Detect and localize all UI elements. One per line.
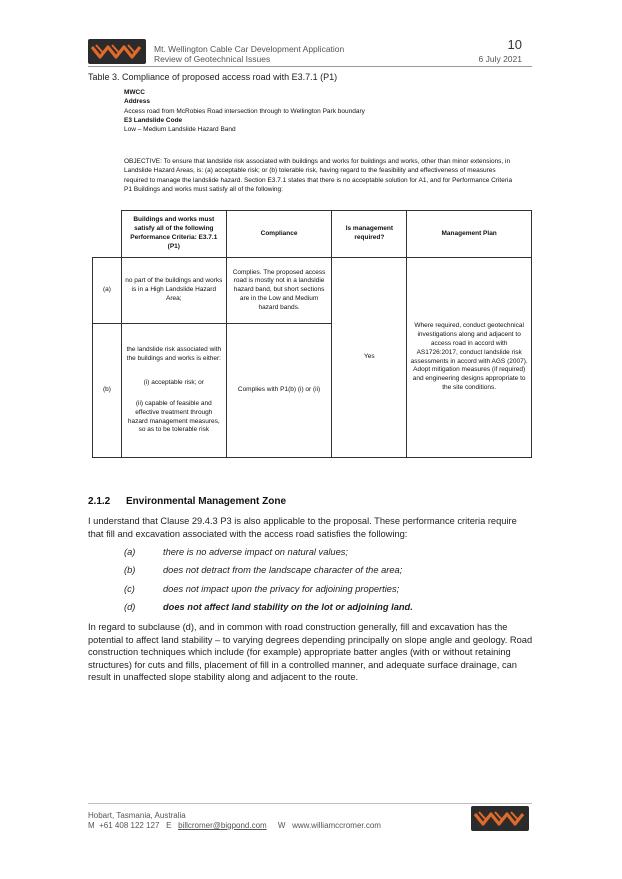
list-item-c-label: (c) — [124, 584, 135, 594]
footer-logo-mark — [471, 806, 529, 831]
row-b-criteria — [121, 324, 226, 458]
section-title: Environmental Management Zone — [126, 496, 287, 507]
section-number: 2.1.2 — [88, 496, 111, 507]
row-b-criteria-2: (i) acceptable risk; or — [143, 379, 204, 387]
list-item-d-label: (d) — [124, 602, 136, 612]
company-logo-mark — [88, 39, 146, 64]
objective-text: OBJECTIVE: To ensure that landslide risk associated with buildings and works for buildings and works, other than minor extensions, in Landslide Hazard Areas, is: (a) acceptable risk; or (b) tolerable risk, having regard to the feasibility and effectiveness of measures required to manage the landslide hazard. Section E3.7.1 states that there is no acceptable solution for A1, and for Performance Criteria P1 Buildings and works must satisfy all of the following: — [124, 158, 513, 193]
table-header-row — [93, 211, 532, 258]
info-org: MWCC — [124, 89, 145, 96]
footer-w-label: W — [277, 821, 286, 830]
section-paragraph: In regard to subclause (d), and in common with road construction generally, fill and excavation has the potential to affect land stability – to varying degrees depending principally on slope angle and geology. Road construction techniques which include (for example) appropriate batter angles (with or without retaining structures) for cuts and fills, placement of fill in a controlled manner, and adequate surface drainage, can result in unaffected slope stability along and adjacent to the route. — [88, 622, 533, 683]
footer-rule — [88, 803, 532, 804]
footer-logo — [471, 806, 529, 831]
header-compliance: Compliance — [226, 211, 332, 258]
footer-m-label: M — [88, 821, 95, 830]
info-block — [124, 88, 524, 134]
row-b-criteria-1: the landslide risk associated with the buildings and works is either: — [126, 345, 222, 362]
footer-web-link[interactable]: www.williamccromer.com — [292, 821, 381, 830]
list-item-d-text: does not affect land stability on the lot or adjoining land. — [163, 602, 413, 612]
header-subtitle: Review of Geotechnical Issues — [154, 54, 271, 64]
list-item-a-label: (a) — [124, 547, 136, 557]
header-title: Mt. Wellington Cable Car Development Application — [154, 44, 345, 54]
list-item-b-label: (b) — [124, 565, 136, 575]
table-caption: Table 3. Compliance of proposed access road with E3.7.1 (P1) — [88, 72, 338, 82]
footer-contact — [88, 821, 381, 832]
management-required: Yes — [332, 258, 407, 458]
list-item-b-text: does not detract from the landscape character of the area; — [163, 565, 403, 575]
management-plan: Where required, conduct geotechnical investigations along and adjacent to access road in accord with AS1726:2017, conduct landslide risk assessments in accord with AGS (2007). Adopt mitigation measures (if required) and engineering designs appropriate to the site conditions. — [407, 258, 532, 458]
header-criteria: Buildings and works must satisfy all of the following Performance Criteria: E3.7.1 (P1) — [121, 211, 226, 258]
footer-e-label: E — [166, 821, 172, 830]
row-a-label: (a) — [93, 258, 122, 324]
info-address: Access road from McRobies Road intersection through to Wellington Park boundary — [124, 107, 365, 115]
page-number: 10 — [507, 37, 522, 52]
header-date: 6 July 2021 — [478, 54, 522, 64]
table-row-a — [93, 258, 532, 324]
header-required: Is management required? — [332, 211, 407, 258]
row-b-criteria-3: (ii) capable of feasible and effective treatment through hazard management measures, so as to be tolerable risk — [127, 400, 220, 434]
row-b-compliance: Complies with P1(b) (i) or (ii) — [226, 324, 332, 458]
compliance-table — [92, 210, 532, 458]
list-item-c-text: does not impact upon the privacy for adjoining properties; — [163, 584, 400, 594]
row-a-compliance: Complies. The proposed access road is mostly not in a landsldie hazard band, but short sections are in the Low and Medium hazard bands. — [226, 258, 332, 324]
list-item-a-text: there is no adverse impact on natural values; — [163, 547, 349, 557]
row-b-label: (b) — [93, 324, 122, 458]
info-code: Low – Medium Landslide Hazard Band — [124, 126, 236, 134]
section-intro: I understand that Clause 29.4.3 P3 is also applicable to the proposal. These performance criteria require that fill and excavation associated with the access road satisfies the following: — [88, 516, 517, 539]
info-code-label: E3 Landslide Code — [124, 116, 183, 124]
footer-location: Hobart, Tasmania, Australia — [88, 811, 186, 820]
table-header-empty — [93, 211, 122, 258]
company-logo — [88, 39, 146, 64]
header-rule — [88, 66, 532, 67]
footer-phone: +61 408 122 127 — [99, 821, 160, 830]
info-address-label: Address — [124, 98, 151, 106]
row-a-criteria: no part of the buildings and works is in a High Landslide Hazard Area; — [121, 258, 226, 324]
header-plan: Management Plan — [407, 211, 532, 258]
footer-email-link[interactable]: billcromer@bigpond.com — [178, 821, 267, 830]
